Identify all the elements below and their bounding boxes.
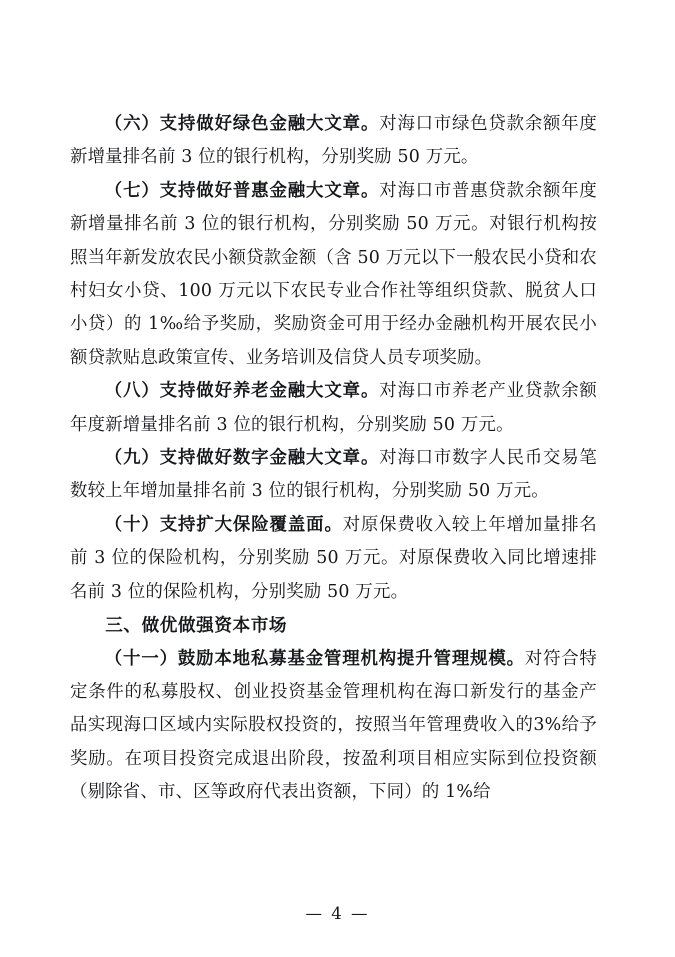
document-body bbox=[70, 108, 597, 810]
paragraph-lead: （六）支持做好绿色金融大文章。 bbox=[104, 114, 380, 134]
paragraph-item-7 bbox=[70, 175, 597, 375]
paragraph-item-8 bbox=[70, 375, 597, 442]
paragraph-text: 对海口市养老产业贷款余额年度新增量排名前 3 位的银行机构，分别奖励 50 万元。 bbox=[70, 381, 597, 435]
paragraph-text: 对海口市绿色贷款余额年度新增量排名前 3 位的银行机构，分别奖励 50 万元。 bbox=[70, 114, 597, 168]
section-heading-3 bbox=[70, 609, 597, 642]
paragraph-text: 对海口市数字人民币交易笔数较上年增加量排名前 3 位的银行机构，分别奖励 50 万元。 bbox=[70, 448, 597, 502]
paragraph-lead: （八）支持做好养老金融大文章。 bbox=[104, 381, 380, 402]
paragraph-lead: （七）支持做好普惠金融大文章。 bbox=[104, 180, 380, 201]
paragraph-lead: （十一）鼓励本地私募基金管理机构提升管理规模。 bbox=[104, 648, 525, 669]
page-number: — 4 — bbox=[305, 904, 370, 923]
paragraph-text: 对符合特定条件的私募股权、创业投资基金管理机构在海口新发行的基金产品实现海口区域内实际股权投资的，按照当年管理费收入的3%给予奖励。在项目投资完成退出阶段，按盈利项目相应实际到位投资额（剔除省、市、区等政府代表出资额，下同）的 1%给 bbox=[70, 648, 597, 803]
paragraph-item-6 bbox=[70, 108, 597, 175]
paragraph-text: 对海口市普惠贷款余额年度新增量排名前 3 位的银行机构，分别奖励 50 万元。对银行机构按照当年新发放农民小额贷款金额（含 50 万元以下一般农民小贷和农村妇女小贷、100 万元以下农民专业合作社等组织贷款、脱贫人口小贷）的 1‰给予奖励，奖励资金可用于经办金融机构开展农民小额贷款贴息政策宣传、业务培训及信贷人员专项奖励。 bbox=[70, 180, 597, 368]
paragraph-item-10 bbox=[70, 509, 597, 609]
paragraph-lead: （十）支持扩大保险覆盖面。 bbox=[104, 514, 343, 535]
paragraph-text: 对原保费收入较上年增加量排名前 3 位的保险机构，分别奖励 50 万元。对原保费收入同比增速排名前 3 位的保险机构，分别奖励 50 万元。 bbox=[70, 514, 597, 602]
paragraph-item-9 bbox=[70, 442, 597, 509]
section-heading-text: 三、做优做强资本市场 bbox=[105, 615, 288, 637]
paragraph-item-11 bbox=[70, 643, 597, 810]
paragraph-lead: （九）支持做好数字金融大文章。 bbox=[104, 448, 380, 469]
